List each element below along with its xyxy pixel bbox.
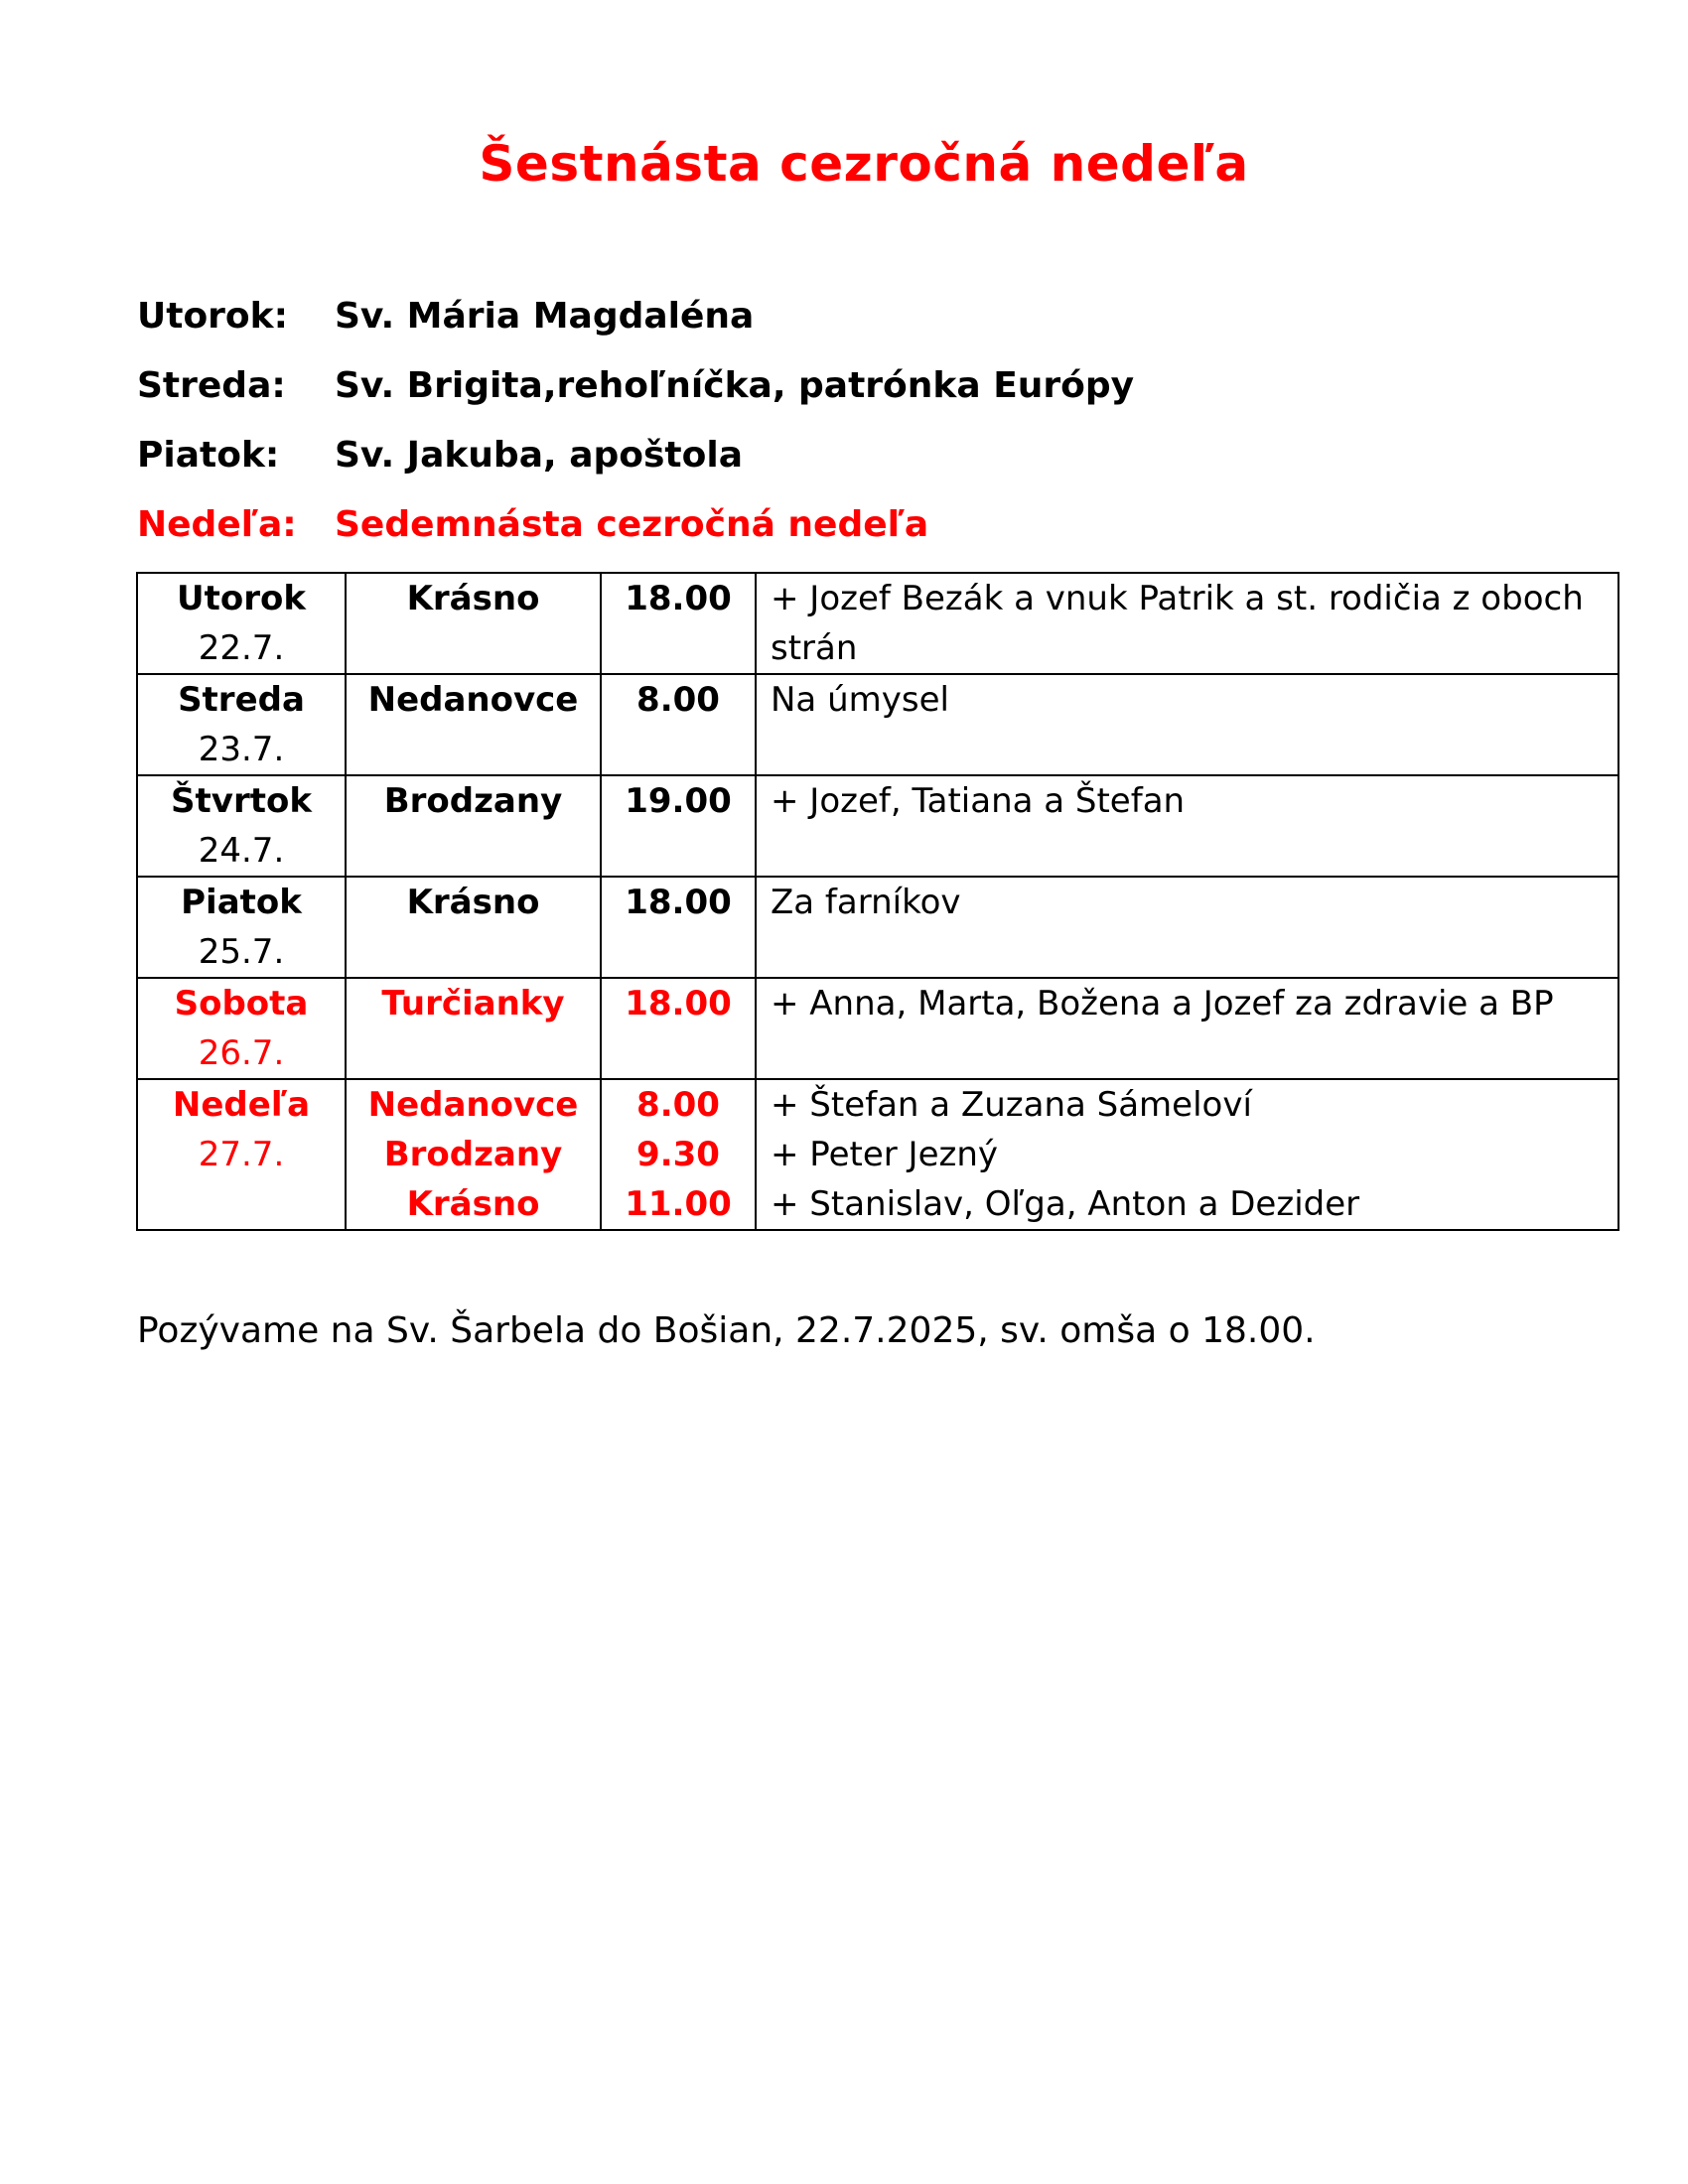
intention-text: + Jozef, Tatiana a Štefan xyxy=(771,781,1186,821)
page-title: Šestnásta cezročná nedeľa xyxy=(479,135,1249,193)
intention-cell xyxy=(756,775,1618,877)
day-cell xyxy=(137,674,346,775)
day-name: Sobota xyxy=(174,984,309,1024)
intention-cell xyxy=(756,1079,1618,1230)
intention-cell xyxy=(756,573,1618,674)
time-cell xyxy=(601,1079,756,1230)
mass-time: 8.00 xyxy=(636,680,720,720)
table-row xyxy=(137,573,1618,674)
day-cell xyxy=(137,877,346,978)
day-cell xyxy=(137,775,346,877)
place-name: Brodzany xyxy=(383,1135,563,1174)
table-row-saturday xyxy=(137,978,1618,1079)
intention-text: + Štefan a Zuzana Sámeloví xyxy=(771,1085,1252,1125)
day-date: 25.7. xyxy=(198,932,285,972)
day-cell xyxy=(137,1079,346,1230)
time-cell xyxy=(601,877,756,978)
table-row xyxy=(137,775,1618,877)
day-date: 24.7. xyxy=(198,831,285,871)
time-cell xyxy=(601,775,756,877)
feast-name: Sv. Mária Magdaléna xyxy=(335,296,755,337)
feast-day: Nedeľa: xyxy=(137,504,297,545)
day-cell xyxy=(137,978,346,1079)
feast-day: Piatok: xyxy=(137,435,280,476)
time-cell xyxy=(601,674,756,775)
table-row xyxy=(137,674,1618,775)
day-date: 26.7. xyxy=(198,1033,285,1073)
mass-time: 18.00 xyxy=(625,883,732,922)
feast-name: Sv. Jakuba, apoštola xyxy=(335,435,743,476)
intention-cell xyxy=(756,674,1618,775)
mass-time: 18.00 xyxy=(625,579,732,618)
intention-text: Na úmysel xyxy=(771,680,949,720)
feast-row xyxy=(137,296,1626,365)
place-name: Krásno xyxy=(406,579,540,618)
intention-cell xyxy=(756,877,1618,978)
intention-text: + Jozef Bezák a vnuk Patrik a st. rodičia z oboch strán xyxy=(771,579,1584,668)
intention-cell xyxy=(756,978,1618,1079)
place-name: Krásno xyxy=(406,1184,540,1224)
feast-row xyxy=(137,435,1626,504)
day-name: Štvrtok xyxy=(171,781,312,821)
day-date: 23.7. xyxy=(198,730,285,769)
place-name: Turčianky xyxy=(381,984,565,1024)
mass-time: 11.00 xyxy=(625,1184,732,1224)
place-cell xyxy=(346,877,601,978)
day-date: 27.7. xyxy=(198,1135,285,1174)
invitation-note: Pozývame na Sv. Šarbela do Bošian, 22.7.2025, sv. omša o 18.00. xyxy=(137,1310,1316,1351)
intention-text: + Peter Jezný xyxy=(771,1135,999,1174)
place-name: Nedanovce xyxy=(367,1085,579,1125)
place-cell xyxy=(346,573,601,674)
place-name: Brodzany xyxy=(383,781,563,821)
day-date: 22.7. xyxy=(198,628,285,668)
feast-list xyxy=(137,296,1626,574)
mass-time: 8.00 xyxy=(636,1085,720,1125)
feast-row-sunday xyxy=(137,504,1626,574)
intention-text: + Stanislav, Oľga, Anton a Dezider xyxy=(771,1184,1360,1224)
place-cell xyxy=(346,775,601,877)
day-name: Utorok xyxy=(177,579,306,618)
place-name: Nedanovce xyxy=(367,680,579,720)
intention-text: + Anna, Marta, Božena a Jozef za zdravie a BP xyxy=(771,984,1554,1024)
place-cell xyxy=(346,674,601,775)
day-name: Streda xyxy=(178,680,305,720)
day-name: Nedeľa xyxy=(172,1085,311,1125)
place-cell xyxy=(346,978,601,1079)
mass-time: 19.00 xyxy=(625,781,732,821)
feast-name: Sv. Brigita,rehoľníčka, patrónka Európy xyxy=(335,365,1135,406)
mass-time: 9.30 xyxy=(636,1135,720,1174)
mass-schedule-table xyxy=(136,572,1619,1231)
day-name: Piatok xyxy=(181,883,302,922)
feast-name: Sedemnásta cezročná nedeľa xyxy=(335,504,929,545)
table-row xyxy=(137,877,1618,978)
time-cell xyxy=(601,573,756,674)
intention-text: Za farníkov xyxy=(771,883,961,922)
time-cell xyxy=(601,978,756,1079)
place-name: Krásno xyxy=(406,883,540,922)
day-cell xyxy=(137,573,346,674)
feast-row xyxy=(137,365,1626,435)
mass-time: 18.00 xyxy=(625,984,732,1024)
feast-day: Streda: xyxy=(137,365,286,406)
place-cell xyxy=(346,1079,601,1230)
table-row-sunday xyxy=(137,1079,1618,1230)
feast-day: Utorok: xyxy=(137,296,288,337)
